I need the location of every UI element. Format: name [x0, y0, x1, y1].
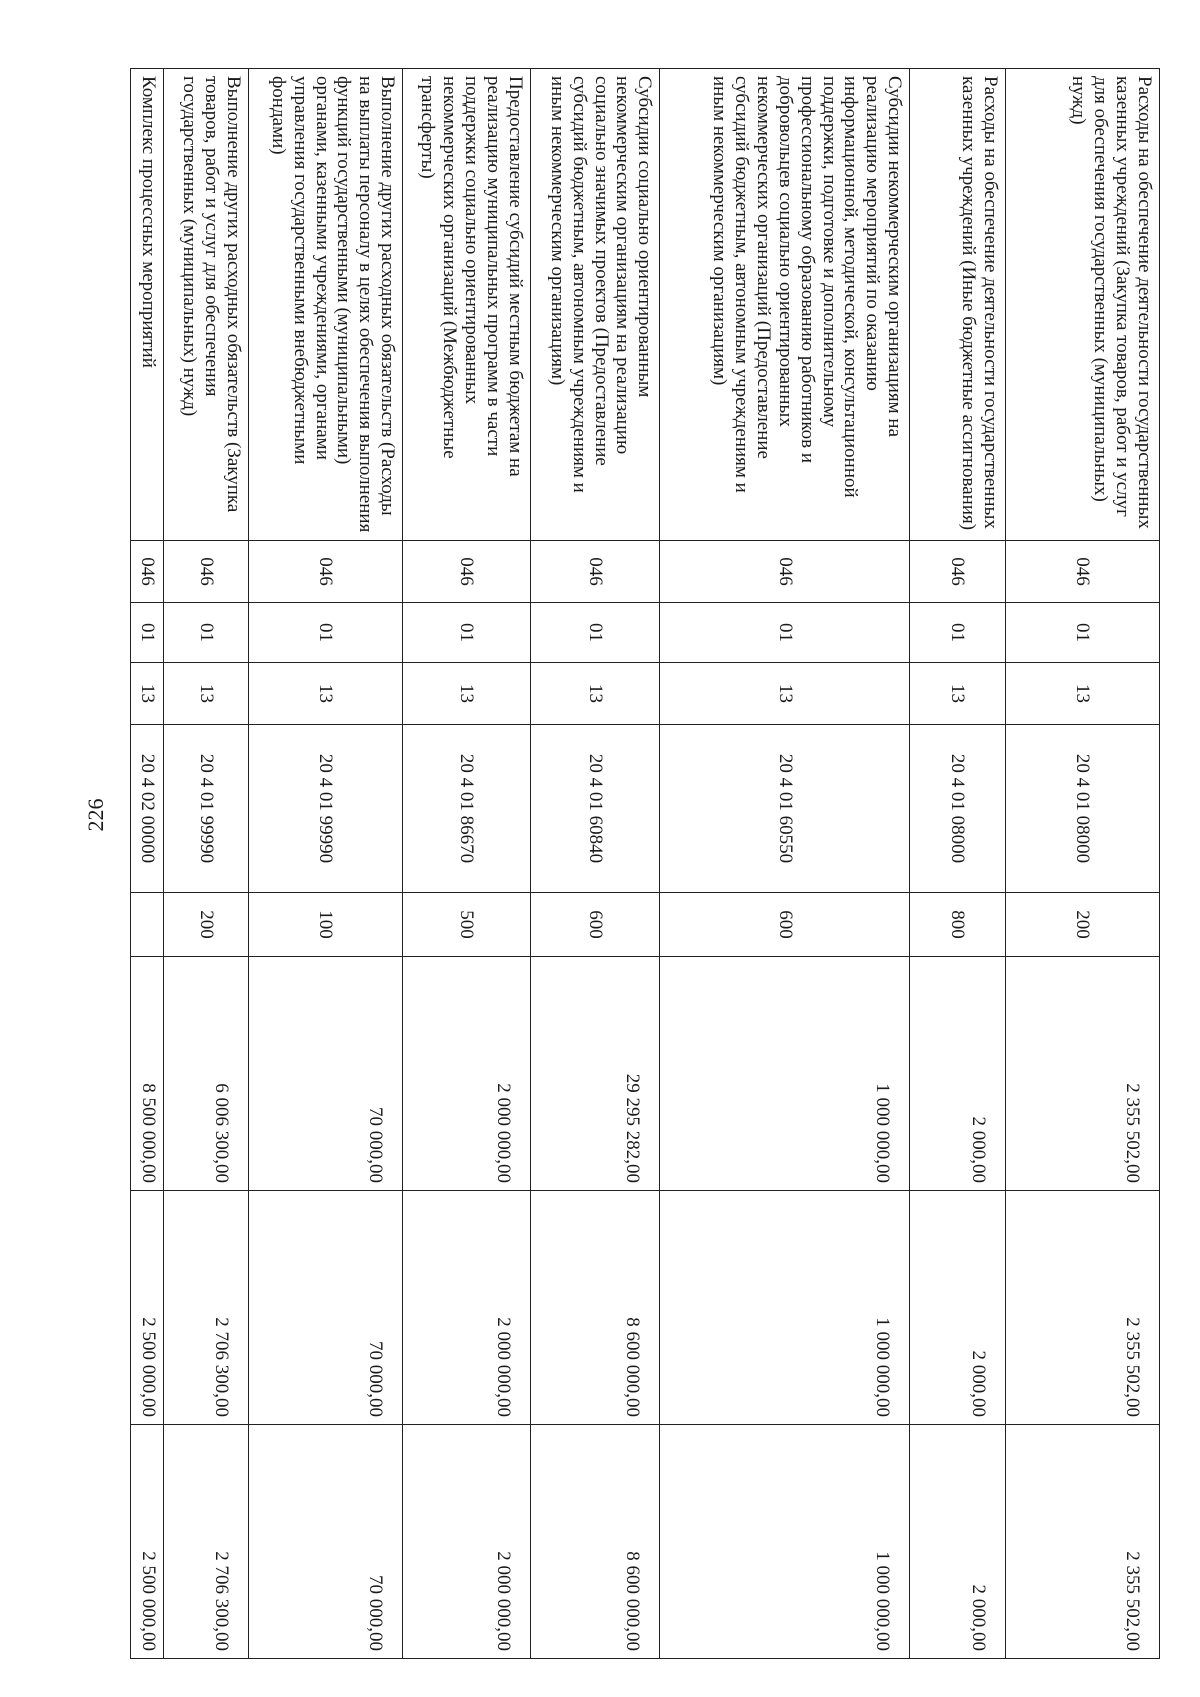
row-description: Выполнение других расходных обязательств (Закупка товаров, работ и услуг для обеспечения государственных (муниципальных) нужд)	[163, 69, 248, 541]
section-code: 01	[1005, 603, 1159, 663]
admin-code: 046	[1005, 541, 1159, 603]
amount-2: 1 000 000,00	[660, 1191, 910, 1425]
amount-3: 8 600 000,00	[530, 1425, 660, 1659]
table-row	[248, 69, 402, 1659]
target-article: 20 4 01 08000	[1005, 725, 1159, 893]
row-description: Расходы на обеспечение деятельности государственных казенных учреждений (Закупка товаров, работ и услуг для обеспечения государственных (муниципальных) нужд)	[1005, 69, 1159, 541]
amount-2: 2 500 000,00	[131, 1191, 164, 1425]
section-code: 01	[660, 603, 910, 663]
table-row	[131, 69, 164, 1659]
row-description: Предоставление субсидий местным бюджетам на реализацию муниципальных программ в части поддержки социально ориентированных некоммерческих организаций (Межбюджетные трансферты)	[403, 69, 531, 541]
subsection-code: 13	[131, 663, 164, 725]
row-description: Субсидии некоммерческим организациям на реализацию мероприятий по оказанию информационной, методической, консультационной поддержки, подготовке и дополнительному профессиональному образованию работников и добровольцев социально ориентированных некоммерческих организаций (Предоставление субсидий бюджетным, автономным учреждениям и иным некоммерческим организациям)	[660, 69, 910, 541]
amount-1: 29 295 282,00	[530, 957, 660, 1191]
subsection-code: 13	[530, 663, 660, 725]
section-code: 01	[910, 603, 1006, 663]
subsection-code: 13	[248, 663, 402, 725]
subsection-code: 13	[403, 663, 531, 725]
section-code: 01	[403, 603, 531, 663]
target-article: 20 4 01 99990	[163, 725, 248, 893]
admin-code: 046	[163, 541, 248, 603]
admin-code: 046	[248, 541, 402, 603]
admin-code: 046	[530, 541, 660, 603]
subsection-code: 13	[1005, 663, 1159, 725]
amount-3: 70 000,00	[248, 1425, 402, 1659]
table-row	[530, 69, 660, 1659]
table-row	[1005, 69, 1159, 1659]
section-code: 01	[248, 603, 402, 663]
amount-2: 8 600 000,00	[530, 1191, 660, 1425]
expense-type: 200	[163, 893, 248, 957]
target-article: 20 4 01 86670	[403, 725, 531, 893]
subsection-code: 13	[163, 663, 248, 725]
expense-type: 500	[403, 893, 531, 957]
table-row	[163, 69, 248, 1659]
target-article: 20 4 02 00000	[131, 725, 164, 893]
admin-code: 046	[403, 541, 531, 603]
amount-1: 1 000 000,00	[660, 957, 910, 1191]
expense-type: 200	[1005, 893, 1159, 957]
page-number: 226	[83, 798, 108, 832]
section-code: 01	[131, 603, 164, 663]
budget-table	[130, 68, 1160, 1659]
amount-3: 1 000 000,00	[660, 1425, 910, 1659]
expense-type: 800	[910, 893, 1006, 957]
amount-1: 2 355 502,00	[1005, 957, 1159, 1191]
table-row	[660, 69, 910, 1659]
target-article: 20 4 01 08000	[910, 725, 1006, 893]
amount-1: 2 000,00	[910, 957, 1006, 1191]
rotated-page	[130, 68, 1160, 1658]
amount-2: 2 000,00	[910, 1191, 1006, 1425]
expense-type: 600	[530, 893, 660, 957]
expense-type	[131, 893, 164, 957]
row-description: Расходы на обеспечение деятельности государственных казенных учреждений (Иные бюджетные ассигнования)	[910, 69, 1006, 541]
target-article: 20 4 01 60550	[660, 725, 910, 893]
amount-3: 2 000 000,00	[403, 1425, 531, 1659]
amount-1: 70 000,00	[248, 957, 402, 1191]
expense-type: 600	[660, 893, 910, 957]
amount-2: 2 706 300,00	[163, 1191, 248, 1425]
amount-3: 2 500 000,00	[131, 1425, 164, 1659]
target-article: 20 4 01 60840	[530, 725, 660, 893]
table-row	[910, 69, 1006, 1659]
admin-code: 046	[660, 541, 910, 603]
admin-code: 046	[910, 541, 1006, 603]
amount-3: 2 706 300,00	[163, 1425, 248, 1659]
expense-type: 100	[248, 893, 402, 957]
row-description: Выполнение других расходных обязательств (Расходы на выплаты персоналу в целях обеспечения выполнения функций государственными (муниципальными) органами, казенными учреждениями, органами управления государственными внебюджетными фондами)	[248, 69, 402, 541]
table-row	[403, 69, 531, 1659]
amount-3: 2 355 502,00	[1005, 1425, 1159, 1659]
row-description: Субсидии социально ориентированным некоммерческим организациям на реализацию социально значимых проектов (Предоставление субсидий бюджетным, автономным учреждениям и иным некоммерческим организациям)	[530, 69, 660, 541]
amount-2: 2 000 000,00	[403, 1191, 531, 1425]
admin-code: 046	[131, 541, 164, 603]
section-code: 01	[530, 603, 660, 663]
row-description: Комплекс процессных мероприятий	[131, 69, 164, 541]
section-code: 01	[163, 603, 248, 663]
subsection-code: 13	[910, 663, 1006, 725]
target-article: 20 4 01 99990	[248, 725, 402, 893]
amount-1: 8 500 000,00	[131, 957, 164, 1191]
amount-3: 2 000,00	[910, 1425, 1006, 1659]
subsection-code: 13	[660, 663, 910, 725]
amount-1: 6 006 300,00	[163, 957, 248, 1191]
amount-2: 2 355 502,00	[1005, 1191, 1159, 1425]
amount-2: 70 000,00	[248, 1191, 402, 1425]
amount-1: 2 000 000,00	[403, 957, 531, 1191]
